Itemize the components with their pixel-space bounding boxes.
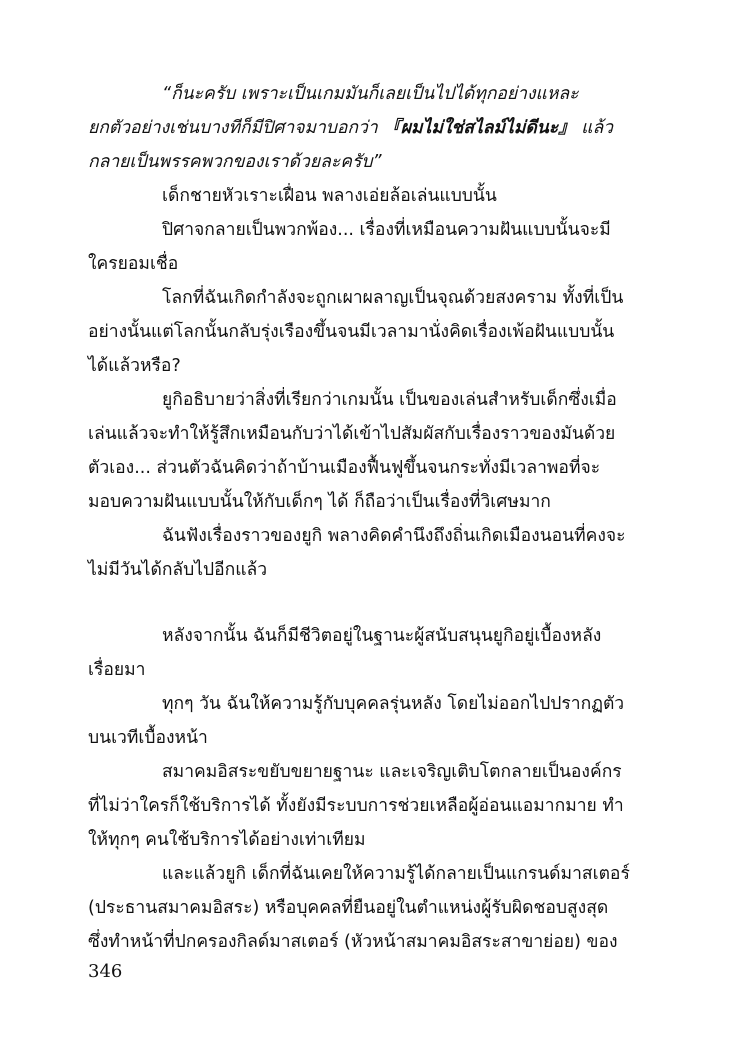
- page-number: 346: [88, 961, 123, 982]
- text-line: โลกที่ฉันเกิดกำลังจะถูกเผาผลาญเป็นจุณด้วยสงคราม ทั้งที่เป็น: [162, 288, 624, 308]
- text-line: บนเวทีเบื้องหน้า: [88, 728, 208, 748]
- text-line: และแล้วยูกิ เด็กที่ฉันเคยให้ความรู้ได้กลายเป็นแกรนด์มาสเตอร์: [162, 864, 630, 884]
- text-line: สมาคมอิสระขยับขยายฐานะ และเจริญเติบโตกลายเป็นองค์กร: [162, 762, 622, 782]
- text-line: เล่นแล้วจะทำให้รู้สึกเหมือนกับว่าได้เข้าไปสัมผัสกับเรื่องราวของมันด้วย: [88, 424, 616, 444]
- text-line: หลังจากนั้น ฉันก็มีชีวิตอยู่ในฐานะผู้สนับสนุนยูกิอยู่เบื้องหลัง: [162, 626, 602, 646]
- text-line: ซึ่งทำหน้าที่ปกครองกิลด์มาสเตอร์ (หัวหน้าสมาคมอิสระสาขาย่อย) ของ: [88, 932, 618, 952]
- text-line: ยูกิอธิบายว่าสิ่งที่เรียกว่าเกมนั้น เป็นของเล่นสำหรับเด็กซึ่งเมื่อ: [162, 390, 617, 410]
- text-line: มอบความฝันแบบนั้นให้กับเด็กๆ ได้ ก็ถือว่าเป็นเรื่องที่วิเศษมาก: [88, 492, 551, 512]
- text-line: ใครยอมเชื่อ: [88, 254, 179, 274]
- text-line: (ประธานสมาคมอิสระ) หรือบุคคลที่ยืนอยู่ในตำแหน่งผู้รับผิดชอบสูงสุด: [88, 898, 609, 918]
- text-line: เด็กชายหัวเราะเฝื่อน พลางเอ่ยล้อเล่นแบบนั้น: [162, 186, 497, 206]
- text-line: ที่ไม่ว่าใครก็ใช้บริการได้ ทั้งยังมีระบบการช่วยเหลือผู้อ่อนแอมากมาย ทำ: [88, 796, 624, 816]
- text-line: ทุกๆ วัน ฉันให้ความรู้กับบุคคลรุ่นหลัง โดยไม่ออกไปปรากฏตัว: [162, 694, 625, 714]
- text-line: ให้ทุกๆ คนใช้บริการได้อย่างเท่าเทียม: [88, 830, 366, 850]
- text-line: ได้แล้วหรือ?: [88, 356, 181, 376]
- text-line: ตัวเอง... ส่วนตัวฉันคิดว่าถ้าบ้านเมืองฟื้นฟูขึ้นจนกระทั่งมีเวลาพอที่จะ: [88, 458, 601, 478]
- text-line: กลายเป็นพรรคพวกของเราด้วยละครับ”: [88, 152, 382, 172]
- text-line: ฉันฟังเรื่องราวของยูกิ พลางคิดคำนึงถึงถิ่นเกิดเมืองนอนที่คงจะ: [162, 526, 626, 546]
- text-line: [88, 114, 613, 142]
- text-line: ไม่มีวันได้กลับไปอีกแล้ว: [88, 560, 268, 580]
- text-line: “ก็นะครับ เพราะเป็นเกมมันก็เลยเป็นไปได้ทุกอย่างแหละ: [162, 84, 579, 104]
- text-line: อย่างนั้นแต่โลกนั้นกลับรุ่งเรืองขึ้นจนมีเวลามานั่งคิดเรื่องเพ้อฝันแบบนั้น: [88, 322, 615, 342]
- text-line: ปิศาจกลายเป็นพวกพ้อง... เรื่องที่เหมือนความฝันแบบนั้นจะมี: [162, 220, 611, 240]
- emphasized-quote: 『ผมไม่ใช่สไลม์ไม่ดีนะ』: [383, 118, 576, 138]
- text-line: เรื่อยมา: [88, 660, 146, 680]
- text-span: ยกตัวอย่างเช่นบางทีก็มีปิศาจมาบอกว่า: [88, 118, 384, 138]
- text-span: แล้ว: [575, 118, 614, 138]
